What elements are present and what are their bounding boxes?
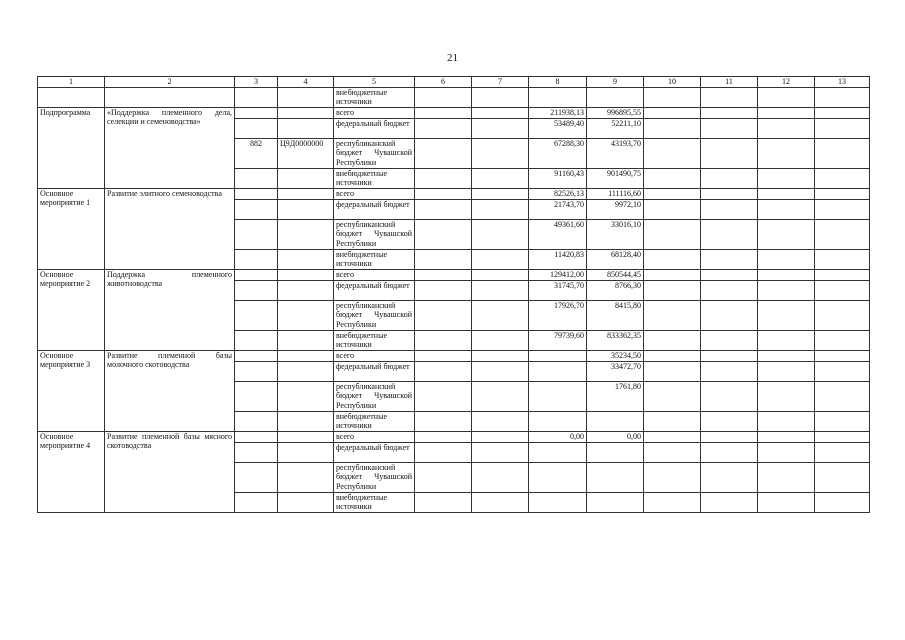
column-number: 1: [38, 77, 105, 88]
amount-col8: [529, 381, 587, 411]
code-cell: [278, 219, 334, 249]
column-number: 11: [701, 77, 758, 88]
funding-source: внебюджетные источники: [334, 168, 415, 188]
amount-col8: [529, 492, 587, 512]
amount-col8: 0,00: [529, 431, 587, 442]
status-cell: Основное мероприятие 1: [38, 188, 105, 269]
program-name-cell: Развитие племенной базы мясного скотоводства: [105, 431, 235, 512]
amount-col9: 901490,75: [587, 168, 644, 188]
program-name-cell: Развитие элитного семеноводства: [105, 188, 235, 269]
code-cell: [278, 300, 334, 330]
column-number-row: [38, 77, 870, 88]
status-cell: Основное мероприятие 4: [38, 431, 105, 512]
amount-col8: [529, 361, 587, 381]
grbs-cell: [235, 219, 278, 249]
code-cell: Ц9Д0000000: [278, 138, 334, 168]
funding-source: республиканский бюджет Чувашской Республики: [334, 381, 415, 411]
funding-source: внебюджетные источники: [334, 249, 415, 269]
table-row: [38, 431, 870, 442]
amount-col9: 8415,80: [587, 300, 644, 330]
amount-col9: [587, 411, 644, 431]
status-cell: Основное мероприятие 2: [38, 269, 105, 350]
status-cell: Подпрограмма: [38, 107, 105, 188]
amount-col8: 21743,70: [529, 199, 587, 219]
funding-source: федеральный бюджет: [334, 280, 415, 300]
budget-table: [37, 76, 870, 513]
amount-col8: [529, 411, 587, 431]
amount-col9: 833362,35: [587, 330, 644, 350]
funding-source: всего: [334, 431, 415, 442]
column-number: 10: [644, 77, 701, 88]
amount-col9: 9972,10: [587, 199, 644, 219]
funding-source: республиканский бюджет Чувашской Республики: [334, 300, 415, 330]
amount-col9: 33472,70: [587, 361, 644, 381]
table-row: [38, 188, 870, 199]
amount-col8: 31745,70: [529, 280, 587, 300]
funding-source: внебюджетные источники: [334, 492, 415, 512]
amount-col9: 111116,60: [587, 188, 644, 199]
column-number: 12: [758, 77, 815, 88]
column-number: 6: [415, 77, 472, 88]
funding-source: всего: [334, 350, 415, 361]
funding-source: внебюджетные источники: [334, 411, 415, 431]
amount-col9: 35234,50: [587, 350, 644, 361]
amount-col8: 49361,60: [529, 219, 587, 249]
amount-col9: 8766,30: [587, 280, 644, 300]
column-number: 4: [278, 77, 334, 88]
amount-col8: 79739,60: [529, 330, 587, 350]
amount-col9: 1761,80: [587, 381, 644, 411]
funding-source: всего: [334, 188, 415, 199]
grbs-cell: [235, 462, 278, 492]
code-cell: [278, 381, 334, 411]
funding-source: федеральный бюджет: [334, 361, 415, 381]
code-cell: [278, 462, 334, 492]
column-number: 5: [334, 77, 415, 88]
column-number: 7: [472, 77, 529, 88]
amount-col8: 129412,00: [529, 269, 587, 280]
amount-col8: 17926,70: [529, 300, 587, 330]
column-number: 8: [529, 77, 587, 88]
column-number: 2: [105, 77, 235, 88]
table-row: [38, 87, 870, 107]
funding-source: федеральный бюджет: [334, 442, 415, 462]
column-number: 9: [587, 77, 644, 88]
program-name-cell: «Поддержка племенного дела, селекции и семеноводства»: [105, 107, 235, 188]
amount-col9: 850544,45: [587, 269, 644, 280]
amount-col9: [587, 462, 644, 492]
grbs-cell: [235, 300, 278, 330]
amount-col9: 68128,40: [587, 249, 644, 269]
amount-col8: 211938,13: [529, 107, 587, 118]
table-row: [38, 350, 870, 361]
amount-col9: 0,00: [587, 431, 644, 442]
amount-col9: [587, 442, 644, 462]
page-number: 21: [447, 52, 458, 64]
column-number: 3: [235, 77, 278, 88]
funding-source: республиканский бюджет Чувашской Республики: [334, 138, 415, 168]
funding-source: федеральный бюджет: [334, 118, 415, 138]
amount-col9: 43193,70: [587, 138, 644, 168]
table-row: [38, 107, 870, 118]
amount-col8: 11420,83: [529, 249, 587, 269]
program-name-cell: Развитие племенной базы молочного скотоводства: [105, 350, 235, 431]
grbs-cell: [235, 381, 278, 411]
amount-col9: [587, 492, 644, 512]
funding-source: внебюджетные источники: [334, 87, 415, 107]
amount-col8: 91160,43: [529, 168, 587, 188]
column-number: 13: [815, 77, 870, 88]
funding-source: республиканский бюджет Чувашской Республики: [334, 462, 415, 492]
status-cell: Основное мероприятие 3: [38, 350, 105, 431]
funding-source: федеральный бюджет: [334, 199, 415, 219]
amount-col9: 996895,55: [587, 107, 644, 118]
funding-source: всего: [334, 269, 415, 280]
amount-col8: 82526,13: [529, 188, 587, 199]
amount-col9: 52211,10: [587, 118, 644, 138]
amount-col8: [529, 350, 587, 361]
table-row: [38, 269, 870, 280]
amount-col8: [529, 442, 587, 462]
funding-source: всего: [334, 107, 415, 118]
amount-col8: 67288,30: [529, 138, 587, 168]
amount-col9: 33016,10: [587, 219, 644, 249]
funding-source: внебюджетные источники: [334, 330, 415, 350]
grbs-cell: 882: [235, 138, 278, 168]
program-name-cell: Поддержка племенного животноводства: [105, 269, 235, 350]
funding-source: республиканский бюджет Чувашской Республики: [334, 219, 415, 249]
amount-col8: 53489,40: [529, 118, 587, 138]
amount-col8: [529, 462, 587, 492]
